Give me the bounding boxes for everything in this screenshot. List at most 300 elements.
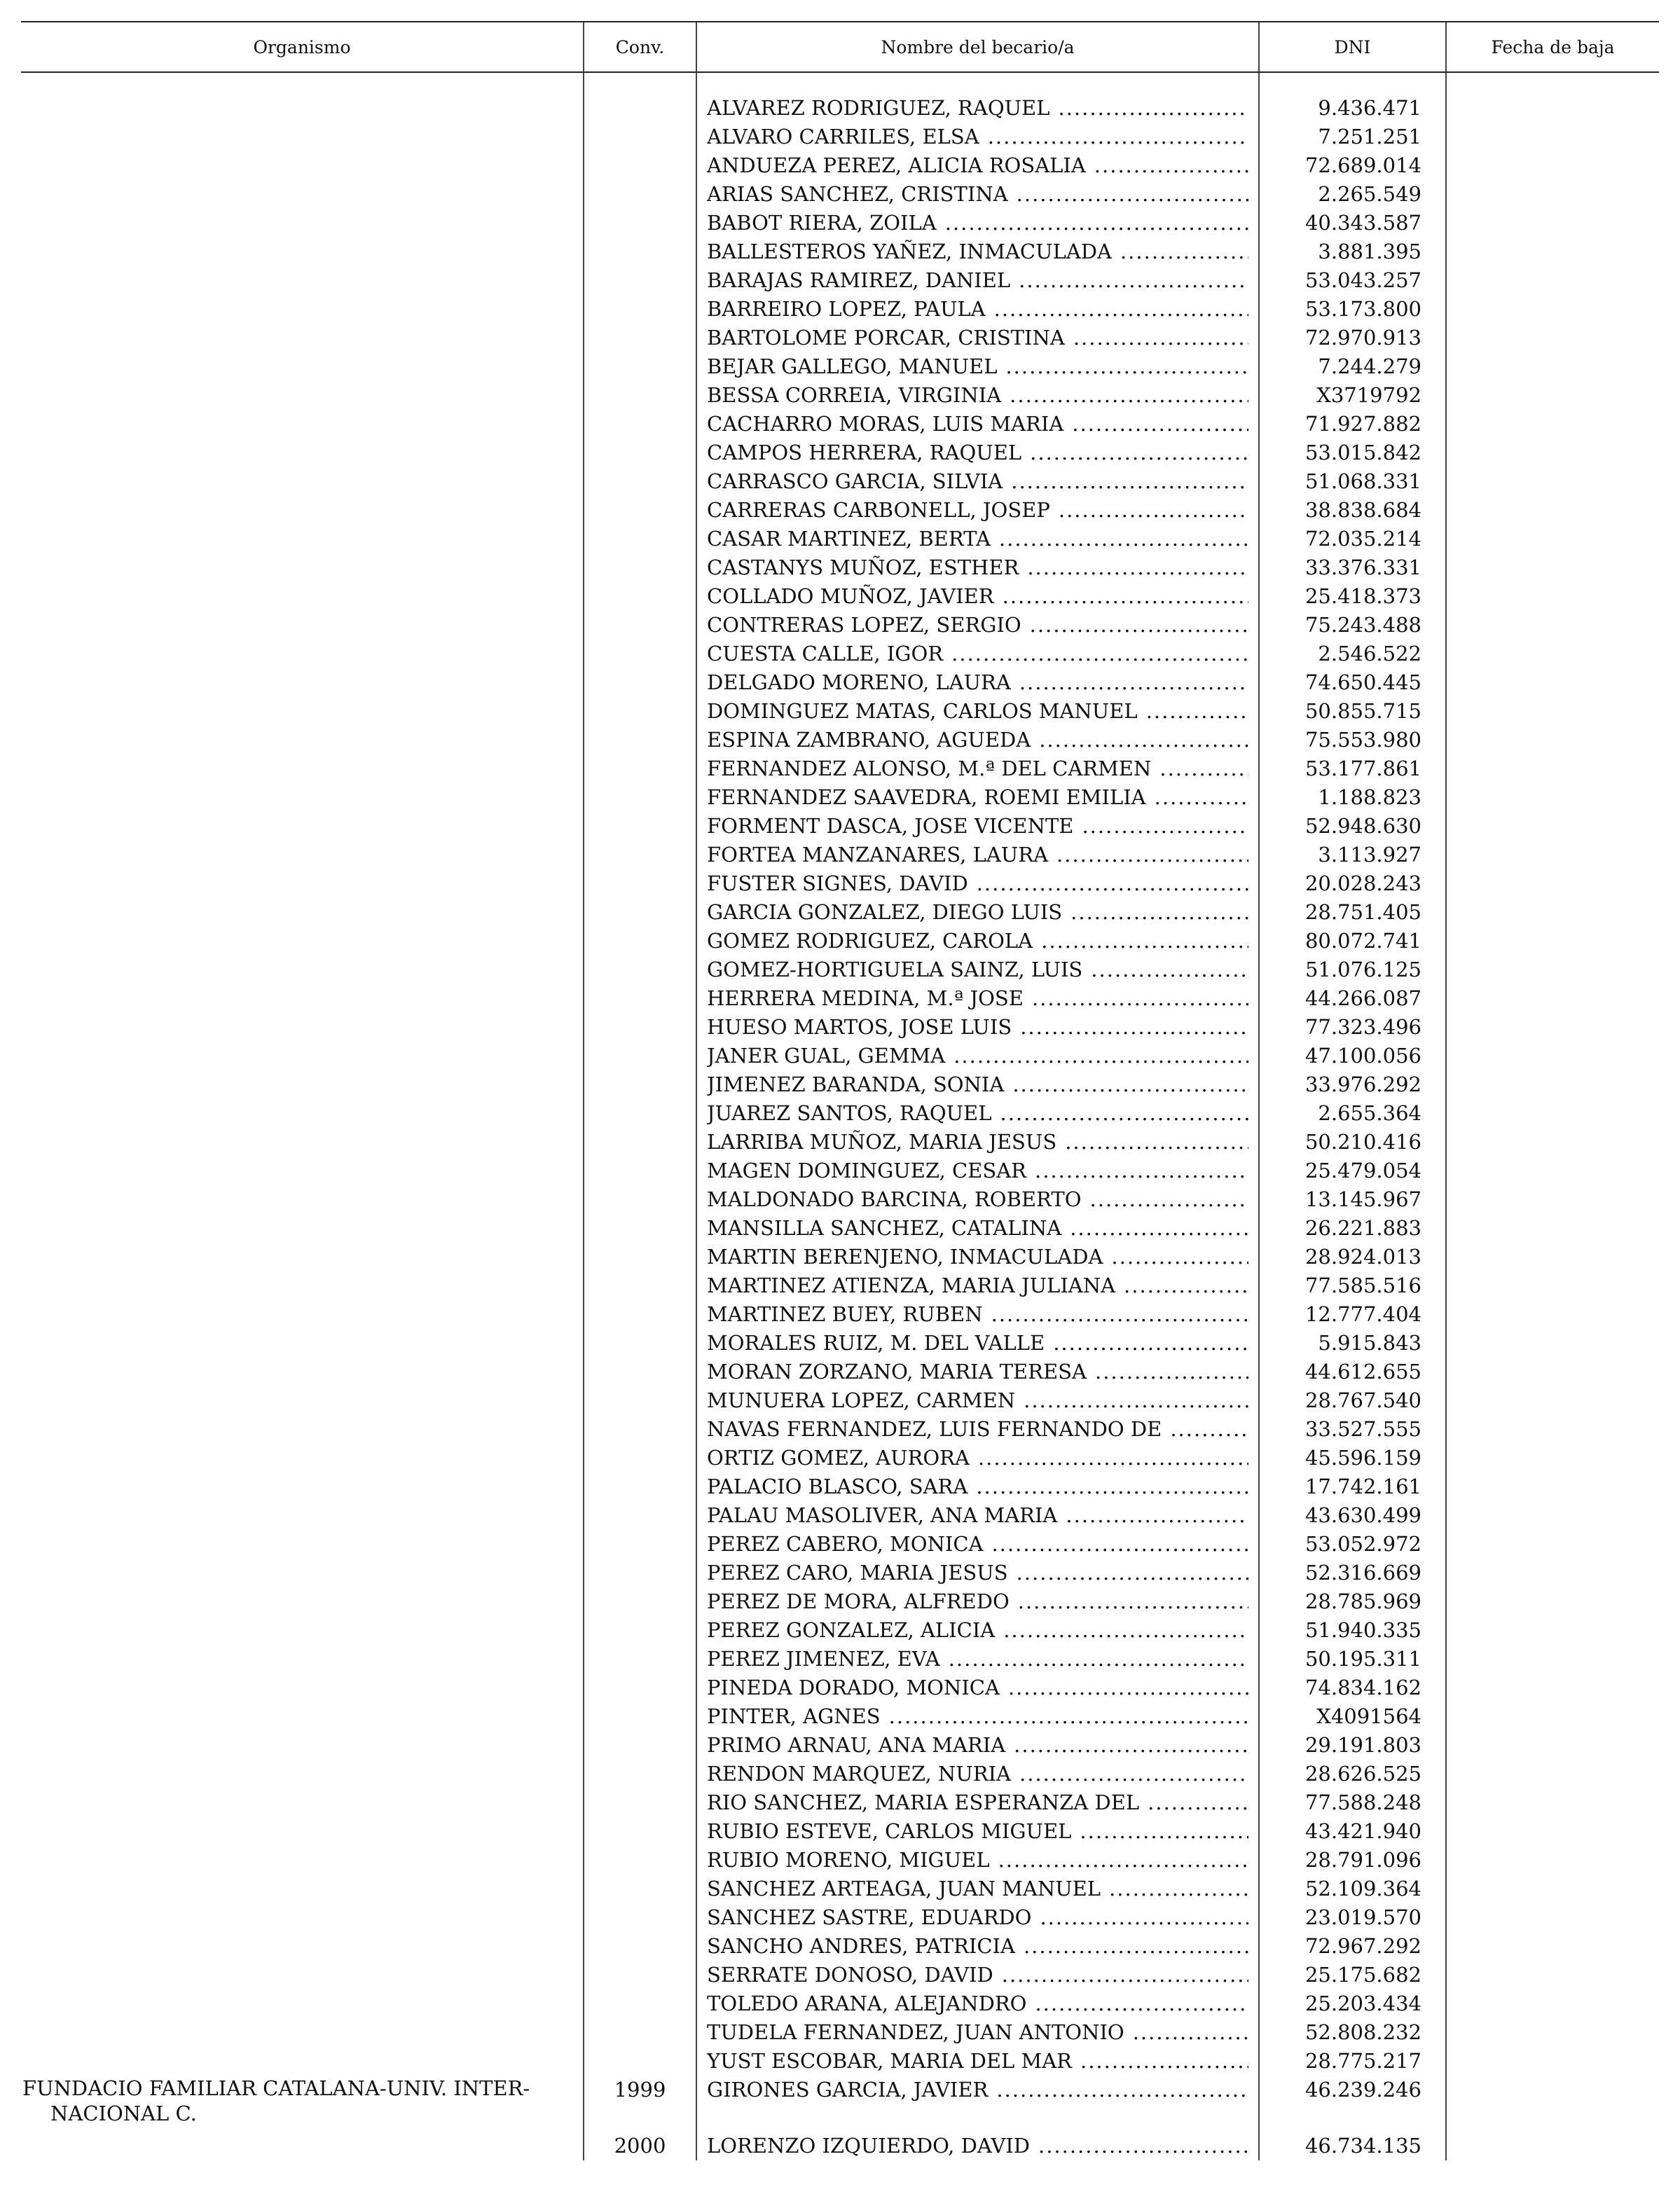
name-cell (696, 1013, 1259, 1042)
becario-name: RIO SANCHEZ, MARIA ESPERANZA DEL (707, 1791, 1140, 1814)
dni-cell: 52.109.364 (1259, 1875, 1446, 1903)
dot-leader (1002, 1961, 1248, 1989)
table-row (21, 2132, 1659, 2160)
becario-name: PEREZ CARO, MARIA JESUS (707, 1561, 1008, 1585)
dot-leader (1091, 955, 1248, 984)
becario-name: PINEDA DORADO, MONICA (707, 1676, 1000, 1699)
table-row (21, 1530, 1659, 1559)
organismo-cell (21, 1645, 584, 1674)
becario-name: ANDUEZA PEREZ, ALICIA ROSALIA (707, 153, 1086, 177)
name-cell (696, 467, 1259, 496)
dni-cell: 51.940.335 (1259, 1616, 1446, 1645)
becario-name: TUDELA FERNANDEZ, JUAN ANTONIO (707, 2020, 1124, 2044)
table-header-row (21, 22, 1659, 72)
table-row (21, 1645, 1659, 1674)
becario-name: ARIAS SANCHEZ, CRISTINA (707, 182, 1008, 206)
name-cell (696, 668, 1259, 697)
table-row (21, 381, 1659, 410)
dot-leader (1053, 1329, 1248, 1358)
conv-cell (584, 1846, 696, 1875)
table-row (21, 1271, 1659, 1300)
dni-cell: 77.585.516 (1259, 1271, 1446, 1300)
dni-cell: 25.479.054 (1259, 1157, 1446, 1185)
conv-cell (584, 1042, 696, 1070)
name-cell (696, 783, 1259, 812)
conv-cell (584, 1243, 696, 1271)
fecha-baja-cell (1446, 1875, 1659, 1903)
dni-cell: 75.553.980 (1259, 726, 1446, 754)
dot-leader (1111, 1243, 1248, 1271)
becario-name: LORENZO IZQUIERDO, DAVID (707, 2134, 1030, 2158)
organismo-cell (21, 1329, 584, 1358)
organismo-cell (21, 525, 584, 553)
conv-cell (584, 1358, 696, 1386)
fecha-baja-cell (1446, 209, 1659, 237)
fecha-baja-cell (1446, 553, 1659, 582)
fecha-baja-cell (1446, 841, 1659, 869)
table-row (21, 1358, 1659, 1386)
becarios-table (21, 21, 1659, 2160)
organismo-cell (21, 668, 584, 697)
dni-cell: X4091564 (1259, 1702, 1446, 1731)
name-cell (696, 1760, 1259, 1788)
conv-cell (584, 611, 696, 640)
name-cell (696, 237, 1259, 266)
dot-leader (1027, 553, 1248, 582)
table-row (21, 1157, 1659, 1185)
dot-leader (1032, 984, 1248, 1013)
dot-leader (1008, 1674, 1248, 1702)
dni-cell: 52.948.630 (1259, 812, 1446, 841)
dot-leader (1041, 927, 1248, 955)
organismo-cell (21, 2018, 584, 2047)
organismo-cell (21, 1760, 584, 1788)
fecha-baja-cell (1446, 1271, 1659, 1300)
dni-cell: 28.767.540 (1259, 1386, 1446, 1415)
organismo-cell (21, 1674, 584, 1702)
organismo-cell (21, 1989, 584, 2018)
header-organismo: Organismo (21, 22, 584, 72)
name-cell (696, 1846, 1259, 1875)
table-row (21, 1760, 1659, 1788)
table-row (21, 352, 1659, 381)
fecha-baja-cell (1446, 668, 1659, 697)
conv-cell (584, 1702, 696, 1731)
name-cell (696, 266, 1259, 295)
becario-name: PINTER, AGNES (707, 1704, 881, 1728)
becario-name: PALACIO BLASCO, SARA (707, 1475, 968, 1498)
fecha-baja-cell (1446, 1846, 1659, 1875)
dot-leader (1072, 410, 1248, 439)
organismo-cell (21, 180, 584, 209)
name-cell (696, 2132, 1259, 2160)
dni-cell: 25.203.434 (1259, 1989, 1446, 2018)
dot-leader (1066, 1501, 1248, 1530)
table-row (21, 1702, 1659, 1731)
organismo-cell (21, 1070, 584, 1099)
dot-leader (1035, 1157, 1248, 1185)
becario-name: JANER GUAL, GEMMA (707, 1044, 946, 1068)
dot-leader (1170, 1415, 1248, 1444)
name-cell (696, 1329, 1259, 1358)
conv-cell (584, 640, 696, 668)
name-cell (696, 2018, 1259, 2047)
organismo-cell (21, 237, 584, 266)
table-row (21, 1099, 1659, 1128)
name-cell (696, 1415, 1259, 1444)
fecha-baja-cell (1446, 381, 1659, 410)
name-cell (696, 180, 1259, 209)
fecha-baja-cell (1446, 1415, 1659, 1444)
organismo-cell (21, 352, 584, 381)
conv-cell (584, 1674, 696, 1702)
dni-cell: 47.100.056 (1259, 1042, 1446, 1070)
dni-cell: 28.785.969 (1259, 1587, 1446, 1616)
dot-leader (1019, 1760, 1248, 1788)
fecha-baja-cell (1446, 812, 1659, 841)
becario-name: RENDON MARQUEZ, NURIA (707, 1762, 1011, 1786)
becario-name: JUAREZ SANTOS, RAQUEL (707, 1101, 992, 1125)
fecha-baja-cell (1446, 1817, 1659, 1846)
organismo-cell (21, 955, 584, 984)
organismo-cell (21, 812, 584, 841)
becario-name: PEREZ JIMENEZ, EVA (707, 1647, 940, 1671)
dni-cell: 44.612.655 (1259, 1358, 1446, 1386)
dni-cell: 51.068.331 (1259, 467, 1446, 496)
dot-leader (1018, 1587, 1248, 1616)
dot-leader (1010, 381, 1248, 410)
conv-cell (584, 1875, 696, 1903)
name-cell (696, 1587, 1259, 1616)
dni-cell: 75.243.488 (1259, 611, 1446, 640)
name-cell (696, 381, 1259, 410)
table-row (21, 439, 1659, 467)
name-cell (696, 553, 1259, 582)
dot-leader (1017, 1559, 1248, 1587)
dot-leader (1011, 467, 1248, 496)
organismo-cell (21, 1702, 584, 1731)
name-cell (696, 1070, 1259, 1099)
dot-leader (1038, 2132, 1248, 2160)
dot-leader (1124, 1271, 1248, 1300)
becario-name: MARTINEZ BUEY, RUBEN (707, 1302, 983, 1326)
dni-cell: 72.035.214 (1259, 525, 1446, 553)
conv-cell (584, 1415, 696, 1444)
fecha-baja-cell (1446, 1300, 1659, 1329)
becario-name: SANCHEZ ARTEAGA, JUAN MANUEL (707, 1877, 1101, 1900)
table-row (21, 754, 1659, 783)
dni-cell: 2.546.522 (1259, 640, 1446, 668)
organismo-cell (21, 984, 584, 1013)
fecha-baja-cell (1446, 1903, 1659, 1932)
organismo-cell (21, 1243, 584, 1271)
conv-cell (584, 1788, 696, 1817)
table-row (21, 1989, 1659, 2018)
name-cell (696, 1214, 1259, 1243)
name-cell (696, 1530, 1259, 1559)
dni-cell: 3.881.395 (1259, 237, 1446, 266)
dot-leader (1155, 783, 1248, 812)
organismo-cell (21, 697, 584, 726)
organismo-cell (21, 1185, 584, 1214)
becario-name: CARRERAS CARBONELL, JOSEP (707, 498, 1050, 522)
name-cell (696, 1702, 1259, 1731)
organismo-cell (21, 123, 584, 151)
conv-cell (584, 1903, 696, 1932)
name-cell (696, 1645, 1259, 1674)
spacer-row (21, 72, 1659, 94)
header-fecha-baja: Fecha de baja (1446, 22, 1659, 72)
fecha-baja-cell (1446, 783, 1659, 812)
table-row (21, 467, 1659, 496)
becario-name: GOMEZ RODRIGUEZ, CAROLA (707, 929, 1033, 953)
organismo-cell (21, 726, 584, 754)
fecha-baja-cell (1446, 1243, 1659, 1271)
dot-leader (953, 1042, 1248, 1070)
becario-name: FUSTER SIGNES, DAVID (707, 871, 968, 895)
conv-cell (584, 812, 696, 841)
name-cell (696, 754, 1259, 783)
fecha-baja-cell (1446, 1214, 1659, 1243)
table-row (21, 1587, 1659, 1616)
name-cell (696, 1903, 1259, 1932)
dot-leader (1024, 1932, 1248, 1961)
dot-leader (1058, 94, 1248, 123)
dot-leader (889, 1702, 1248, 1731)
dni-cell: 72.970.913 (1259, 324, 1446, 352)
becario-name: BARREIRO LOPEZ, PAULA (707, 297, 986, 321)
name-cell (696, 1817, 1259, 1846)
fecha-baja-cell (1446, 151, 1659, 180)
organismo-cell (21, 1788, 584, 1817)
dni-cell: 5.915.843 (1259, 1329, 1446, 1358)
fecha-baja-cell (1446, 352, 1659, 381)
dot-leader (1109, 1875, 1248, 1903)
organismo-cell (21, 1386, 584, 1415)
conv-cell (584, 984, 696, 1013)
table-row (21, 295, 1659, 324)
name-cell (696, 324, 1259, 352)
dot-leader (1159, 754, 1248, 783)
table-row (21, 266, 1659, 295)
fecha-baja-cell (1446, 1070, 1659, 1099)
fecha-baja-cell (1446, 266, 1659, 295)
conv-cell (584, 1530, 696, 1559)
conv-cell (584, 783, 696, 812)
table-row (21, 553, 1659, 582)
name-cell (696, 2047, 1259, 2076)
conv-cell (584, 266, 696, 295)
becario-name: MANSILLA SANCHEZ, CATALINA (707, 1216, 1062, 1240)
conv-cell (584, 1559, 696, 1587)
dot-leader (1094, 151, 1248, 180)
becario-name: CONTRERAS LOPEZ, SERGIO (707, 613, 1021, 637)
becario-name: CUESTA CALLE, IGOR (707, 642, 944, 665)
name-cell (696, 352, 1259, 381)
organismo-cell (21, 582, 584, 611)
becario-name: BESSA CORREIA, VIRGINIA (707, 383, 1002, 407)
dot-leader (996, 2076, 1248, 2104)
dni-cell: 53.173.800 (1259, 295, 1446, 324)
conv-cell (584, 1989, 696, 2018)
table-row (21, 1731, 1659, 1760)
becario-name: ORTIZ GOMEZ, AURORA (707, 1446, 970, 1470)
conv-cell (584, 553, 696, 582)
fecha-baja-cell (1446, 726, 1659, 754)
becario-name: RUBIO ESTEVE, CARLOS MIGUEL (707, 1819, 1072, 1843)
dni-cell: 51.076.125 (1259, 955, 1446, 984)
conv-cell (584, 1271, 696, 1300)
dot-leader (1035, 1989, 1248, 2018)
fecha-baja-cell (1446, 1042, 1659, 1070)
table-row (21, 984, 1659, 1013)
organismo-cell (21, 410, 584, 439)
dot-leader (999, 525, 1248, 553)
conv-cell (584, 209, 696, 237)
name-cell (696, 640, 1259, 668)
dni-cell: 29.191.803 (1259, 1731, 1446, 1760)
table-row (21, 180, 1659, 209)
table-row (21, 209, 1659, 237)
name-cell (696, 927, 1259, 955)
fecha-baja-cell (1446, 898, 1659, 927)
organismo-cell (21, 439, 584, 467)
fecha-baja-cell (1446, 1386, 1659, 1415)
organismo-cell (21, 1875, 584, 1903)
organismo-cell (21, 1444, 584, 1472)
dni-cell: 72.967.292 (1259, 1932, 1446, 1961)
conv-cell (584, 1070, 696, 1099)
name-cell (696, 1788, 1259, 1817)
dot-leader (945, 209, 1248, 237)
becario-name: COLLADO MUÑOZ, JAVIER (707, 584, 994, 608)
conv-cell (584, 410, 696, 439)
becario-name: MORAN ZORZANO, MARIA TERESA (707, 1360, 1087, 1384)
dot-leader (1003, 582, 1248, 611)
organismo-cell (21, 1415, 584, 1444)
name-cell (696, 1386, 1259, 1415)
conv-cell (584, 496, 696, 525)
conv-cell (584, 2018, 696, 2047)
conv-cell (584, 869, 696, 898)
table-row (21, 496, 1659, 525)
organismo-cell (21, 1903, 584, 1932)
table-row (21, 1817, 1659, 1846)
fecha-baja-cell (1446, 2076, 1659, 2132)
organismo-cell (21, 1128, 584, 1157)
becario-name: BARAJAS RAMIREZ, DANIEL (707, 268, 1011, 292)
dot-leader (1005, 352, 1248, 381)
dni-cell: 43.421.940 (1259, 1817, 1446, 1846)
becario-name: ESPINA ZAMBRANO, AGUEDA (707, 728, 1031, 752)
table-row (21, 955, 1659, 984)
becario-name: TOLEDO ARANA, ALEJANDRO (707, 1992, 1027, 2015)
dot-leader (1073, 324, 1248, 352)
dot-leader (1056, 841, 1248, 869)
name-cell (696, 955, 1259, 984)
table-row (21, 1903, 1659, 1932)
dni-cell: 17.742.161 (1259, 1472, 1446, 1501)
conv-cell (584, 582, 696, 611)
conv-cell (584, 352, 696, 381)
dni-cell: 2.265.549 (1259, 180, 1446, 209)
dni-cell: 33.976.292 (1259, 1070, 1446, 1099)
name-cell (696, 1989, 1259, 2018)
becario-name: BEJAR GALLEGO, MANUEL (707, 354, 998, 378)
organismo-cell (21, 869, 584, 898)
conv-cell (584, 1961, 696, 1989)
organismo-cell (21, 2047, 584, 2076)
organismo-cell (21, 1587, 584, 1616)
dot-leader (1040, 1903, 1248, 1932)
table-row (21, 812, 1659, 841)
name-cell (696, 295, 1259, 324)
organismo-cell (21, 640, 584, 668)
dni-cell: 20.028.243 (1259, 869, 1446, 898)
dni-cell: 80.072.741 (1259, 927, 1446, 955)
dni-cell: 53.015.842 (1259, 439, 1446, 467)
becario-name: GIRONES GARCIA, JAVIER (707, 2078, 989, 2102)
becario-name: BARTOLOME PORCAR, CRISTINA (707, 326, 1065, 350)
organismo-cell (21, 1358, 584, 1386)
dot-leader (1080, 1817, 1248, 1846)
dot-leader (976, 1472, 1248, 1501)
becario-name: CAMPOS HERRERA, RAQUEL (707, 441, 1022, 464)
fecha-baja-cell (1446, 1501, 1659, 1530)
becario-name: MAGEN DOMINGUEZ, CESAR (707, 1159, 1026, 1182)
fecha-baja-cell (1446, 1674, 1659, 1702)
becario-name: ALVAREZ RODRIGUEZ, RAQUEL (707, 96, 1050, 120)
conv-cell (584, 1731, 696, 1760)
organismo-cell (21, 1271, 584, 1300)
conv-cell (584, 1616, 696, 1645)
fecha-baja-cell (1446, 1932, 1659, 1961)
dot-leader (1024, 1386, 1248, 1415)
becario-name: MALDONADO BARCINA, ROBERTO (707, 1187, 1082, 1211)
becario-name: CACHARRO MORAS, LUIS MARIA (707, 412, 1064, 436)
table-row (21, 783, 1659, 812)
becario-name: BABOT RIERA, ZOILA (707, 211, 937, 235)
dot-leader (1000, 1099, 1248, 1128)
name-cell (696, 1444, 1259, 1472)
table-row (21, 324, 1659, 352)
conv-cell (584, 1013, 696, 1042)
dni-cell: 53.177.861 (1259, 754, 1446, 783)
table-row (21, 640, 1659, 668)
organismo-cell (21, 1099, 584, 1128)
becario-name: PEREZ CABERO, MONICA (707, 1532, 984, 1556)
name-cell (696, 496, 1259, 525)
conv-cell (584, 123, 696, 151)
dot-leader (1059, 496, 1248, 525)
organismo-cell (21, 1013, 584, 1042)
name-cell (696, 1932, 1259, 1961)
fecha-baja-cell (1446, 1157, 1659, 1185)
organismo-cell (21, 1300, 584, 1329)
dot-leader (1120, 237, 1248, 266)
fecha-baja-cell (1446, 927, 1659, 955)
dot-leader (1070, 898, 1248, 927)
becario-name: PALAU MASOLIVER, ANA MARIA (707, 1503, 1058, 1527)
organismo-cell (21, 295, 584, 324)
table-row (21, 1444, 1659, 1472)
organismo-cell (21, 1530, 584, 1559)
dot-leader (1030, 611, 1248, 640)
organismo-cell (21, 324, 584, 352)
table-row (21, 123, 1659, 151)
conv-cell (584, 324, 696, 352)
becario-name: GARCIA GONZALEZ, DIEGO LUIS (707, 900, 1063, 924)
